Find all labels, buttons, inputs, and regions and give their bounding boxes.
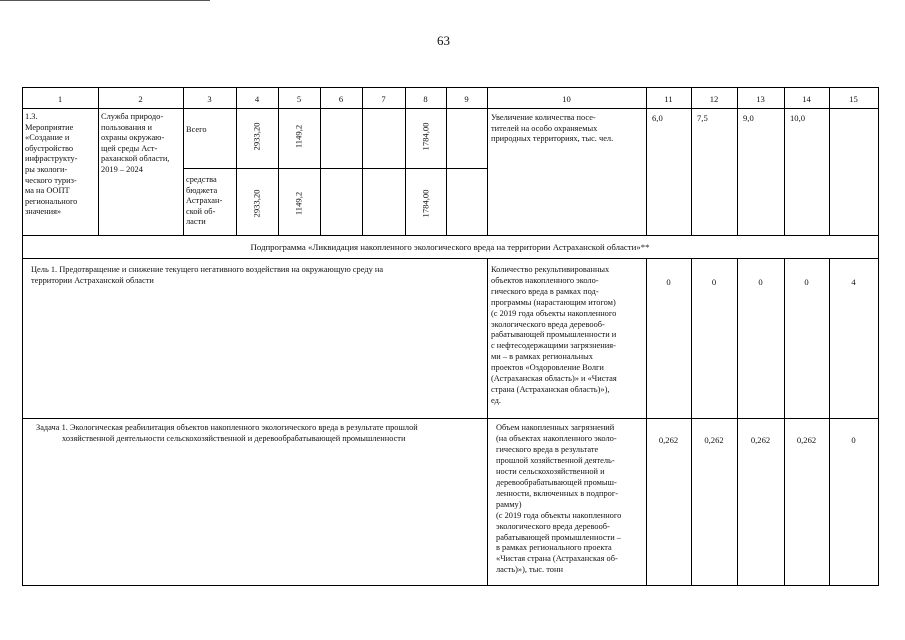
task-indicator: рабатывающей промышленности – [496, 532, 621, 542]
value-column-line [829, 258, 830, 585]
indicator-visitors: тителей на особо охраняемых [491, 123, 598, 133]
task-value: 0,262 [796, 435, 817, 445]
column-line [320, 87, 321, 235]
task-indicator: ности сельскохозяйственной и [496, 466, 605, 476]
indicator-value: 6,0 [652, 113, 663, 123]
column-line [691, 87, 692, 235]
funding-source-label: бюджета [186, 185, 218, 195]
task-indicator: (с 2019 года объекты накопленного [496, 510, 622, 520]
col4-total-value: 2933,20 [251, 122, 262, 150]
row1-bottom-line [22, 235, 879, 236]
indicator-value: 10,0 [790, 113, 806, 123]
measure-name: «Создание и [25, 133, 70, 143]
subprogram-title: Подпрограмма «Ликвидация накопленного экологического вреда на территории Астраханской области»** [250, 242, 650, 252]
goal-value: 0 [758, 277, 763, 287]
row1-inner-line [183, 168, 487, 169]
responsible-body: раханской области, [101, 154, 170, 164]
column-header: 6 [338, 94, 344, 104]
column-header: 12 [709, 94, 719, 104]
column-header: 4 [254, 94, 260, 104]
goal-indicator: Количество рекультивированных [491, 265, 610, 274]
column-line [236, 87, 237, 235]
task-indicator: «Чистая страна (Астраханская об- [496, 554, 618, 564]
goal-indicator: ед. [491, 395, 501, 405]
measure-name: Мероприятие [25, 122, 74, 132]
column-line [362, 87, 363, 235]
task-indicator: ленности, включенных в подпрог- [496, 488, 619, 498]
column-line [183, 87, 184, 235]
indicator-left-line [487, 258, 488, 585]
measure-name: 1.3. [25, 112, 38, 121]
goal-value: 4 [851, 277, 856, 287]
top-rule [0, 0, 210, 1]
table-border-top [22, 87, 879, 88]
value-column-line [737, 258, 738, 585]
goal-indicator: проектов «Оздоровление Волги [491, 363, 604, 373]
funding-source-label: ской об- [186, 206, 216, 216]
column-header: 10 [562, 94, 571, 104]
task-value: 0,262 [704, 435, 724, 445]
funding-source-label: Астрахан- [186, 196, 223, 206]
goal-indicator: (с 2019 года объекты накопленного [491, 308, 617, 318]
measure-name: инфраструкту- [25, 154, 78, 164]
task-indicator: рамму) [496, 499, 522, 509]
column-header: 13 [756, 94, 765, 104]
goal-indicator: ми – в рамках региональных [491, 352, 593, 362]
responsible-body: пользования и [101, 122, 152, 132]
column-line [646, 87, 647, 235]
measure-name: ма на ООПТ [25, 186, 70, 196]
task-text: хозяйственной деятельности сельскохозяйственной и деревообрабатывающей промышленности [62, 434, 406, 443]
task-indicator: (на объектах накопленного эколо- [496, 433, 617, 443]
col8-total-value: 1784,00 [420, 122, 430, 150]
table-border-left [22, 87, 23, 585]
task-indicator: экологического вреда деревооб- [496, 521, 610, 531]
column-line [829, 87, 830, 235]
col5-budget-value: 1149,2 [293, 191, 304, 215]
measure-name: обустройство [25, 143, 74, 153]
column-header: 1 [57, 94, 63, 104]
measure-name: ческого туриз- [25, 175, 77, 185]
column-header: 15 [849, 94, 858, 104]
task-value: 0 [851, 435, 856, 445]
column-line [405, 87, 406, 235]
task-value: 0,262 [658, 435, 679, 445]
goal-value: 0 [666, 277, 671, 287]
value-column-line [646, 258, 647, 585]
funding-source-label: средства [186, 175, 217, 184]
column-line [98, 87, 99, 235]
col4-budget-value: 2933,20 [251, 189, 262, 217]
responsible-body: щей среды Аст- [101, 143, 158, 153]
goal-indicator: экологического вреда деревооб- [491, 319, 605, 329]
goal-value: 0 [804, 277, 809, 287]
goal-text: Цель 1. Предотвращение и снижение текущего негативного воздействия на окружающую среду на [31, 265, 384, 274]
column-header: 9 [464, 94, 469, 104]
measure-name: ры экологи- [25, 165, 68, 174]
column-line [487, 87, 488, 235]
col5-total-value: 1149,2 [293, 124, 304, 148]
column-line [278, 87, 279, 235]
task-indicator: прошлой хозяйственной деятель- [496, 455, 615, 465]
subprogram-bottom-line [22, 258, 879, 259]
page-number: 63 [437, 33, 450, 48]
column-header: 2 [138, 94, 143, 104]
goal-bottom-line [22, 418, 879, 419]
goal-indicator: программы (нарастающим итогом) [491, 297, 616, 307]
column-header: 8 [423, 94, 428, 104]
measure-name: значения» [25, 207, 62, 217]
funding-total-label: Всего [186, 125, 207, 134]
goal-indicator: объектов накопленного эколо- [491, 275, 599, 285]
goal-indicator: страна (Астраханская область)»), [491, 384, 610, 394]
column-line [737, 87, 738, 235]
column-header: 11 [664, 94, 673, 104]
indicator-value: 9,0 [743, 113, 754, 123]
goal-value: 0 [711, 277, 717, 287]
goal-indicator: (Астраханская область)» и «Чистая [491, 374, 617, 383]
responsible-body: охраны окружаю- [101, 133, 165, 143]
task-value: 0,262 [750, 435, 771, 445]
table-border-bottom [22, 585, 879, 586]
col8-budget-value: 1784,00 [420, 189, 430, 217]
measure-name: регионального [25, 196, 78, 206]
value-column-line [784, 258, 785, 585]
responsible-body: Служба природо- [101, 112, 164, 121]
task-indicator: Объем накопленных загрязнений [496, 423, 615, 432]
header-row-line [22, 108, 879, 109]
task-indicator: деревообрабатывающей промыш- [496, 477, 617, 487]
goal-indicator: рабатывающей промышленности и [491, 330, 617, 340]
column-line [446, 87, 447, 235]
responsible-body: 2019 – 2024 [101, 165, 143, 174]
table-border-right [878, 87, 879, 585]
column-line [784, 87, 785, 235]
task-text: Задача 1. Экологическая реабилитация объектов накопленного экологического вреда в результате прошлой [36, 423, 418, 432]
column-header: 14 [802, 94, 811, 104]
indicator-visitors: природных территориях, тыс. чел. [491, 134, 614, 144]
column-header: 7 [381, 94, 386, 104]
indicator-value: 7,5 [697, 113, 708, 123]
goal-text: территории Астраханской области [31, 276, 154, 285]
goal-indicator: с нефтесодержащими загрязнения- [491, 341, 616, 351]
indicator-visitors: Увеличение количества посе- [491, 113, 596, 122]
column-header: 3 [207, 94, 212, 104]
task-indicator: гического вреда в результате [496, 444, 599, 454]
funding-source-label: ласти [186, 217, 206, 227]
task-indicator: ласть)»), тыс. тонн [496, 565, 563, 575]
goal-indicator: гического вреда в рамках под- [491, 286, 599, 296]
column-header: 5 [296, 94, 302, 104]
task-indicator: в рамках регионального проекта [496, 543, 612, 553]
value-column-line [691, 258, 692, 585]
